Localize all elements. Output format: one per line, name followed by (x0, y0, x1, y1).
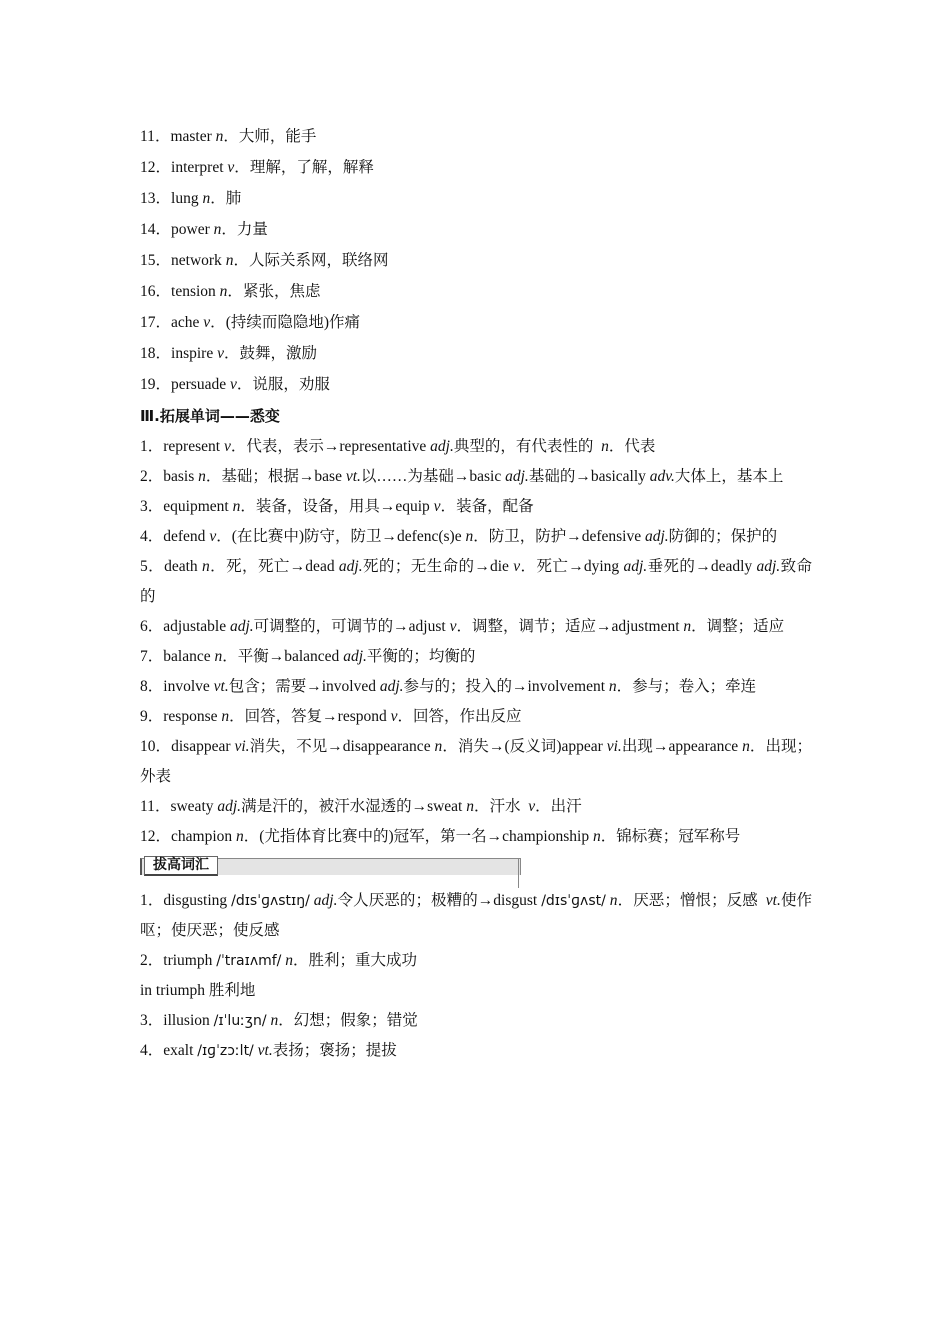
banner-label: 拔高词汇 (144, 856, 218, 876)
core-word-item: 13．lung n．肺 (140, 190, 242, 207)
core-word-item: 16．tension n．紧张，焦虑 (140, 283, 321, 300)
ext-item-9: 9．response n．回答，答复→respond v．回答，作出反应 (140, 708, 522, 725)
ext-item-1: 1．represent v．代表，表示→representative adj.典型的，有代表性的 n．代表 (140, 438, 656, 455)
adv-item-1: 1．disgusting /dɪsˈɡʌstɪŋ/ adj.令人厌恶的；极糟的→disgust /dɪsˈɡʌst/ n．厌恶；憎恨；反感 vt.使作呕；使厌恶；使反感 (140, 892, 813, 939)
adv-item-3: 3．illusion /ɪˈluːʒn/ n．幻想；假象；错觉 (140, 1012, 418, 1029)
core-word-item: 18．inspire v．鼓舞，激励 (140, 345, 317, 362)
ext-item-10: 10．disappear vi.消失，不见→disappearance n．消失→(反义词)appear vi.出现→appearance n．出现；外表 (140, 738, 813, 785)
banner-divider (518, 858, 519, 888)
ext-item-8: 8．involve vt.包含；需要→involved adj.参与的；投入的→involvement n．参与；卷入；牵连 (140, 678, 757, 695)
ext-item-3: 3．equipment n．装备，设备，用具→equip v．装备，配备 (140, 498, 534, 515)
ext-item-6: 6．adjustable adj.可调整的，可调节的→adjust v．调整，调节；适应→adjustment n．调整；适应 (140, 618, 785, 635)
ext-item-11: 11．sweaty adj.满是汗的，被汗水湿透的→sweat n．汗水 v．出汗 (140, 798, 582, 815)
core-word-item: 12．interpret v．理解，了解，解释 (140, 159, 374, 176)
adv-item-2: 2．triumph /ˈtraɪʌmf/ n．胜利；重大成功 (140, 952, 418, 969)
vocab-column (140, 122, 812, 1066)
ext-item-5: 5．death n．死，死亡→dead adj.死的；无生命的→die v．死亡→dying adj.垂死的→deadly adj.致命的 (140, 558, 813, 605)
core-word-item: 19．persuade v．说服，劝服 (140, 376, 330, 393)
advanced-vocab-banner (140, 856, 812, 886)
ext-item-2: 2．basis n．基础；根据→base vt.以……为基础→basic adj.基础的→basically adv.大体上，基本上 (140, 468, 784, 485)
core-word-item: 15．network n．人际关系网，联络网 (140, 252, 389, 269)
ext-item-7: 7．balance n．平衡→balanced adj.平衡的；均衡的 (140, 648, 476, 665)
adv-item-4: 4．exalt /ɪɡˈzɔːlt/ vt.表扬；褒扬；提拔 (140, 1042, 397, 1059)
core-word-item: 17．ache v．(持续而隐隐地)作痛 (140, 314, 361, 331)
core-word-list (140, 122, 812, 401)
core-word-item: 14．power n．力量 (140, 221, 268, 238)
adv-item-2-phrase: in triumph 胜利地 (140, 982, 256, 999)
ext-item-12: 12．champion n．(尤指体育比赛中的)冠军，第一名→championship n．锦标赛；冠军称号 (140, 828, 741, 845)
section-3-title: Ⅲ.拓展单词——悉变 (140, 407, 280, 425)
core-word-item: 11．master n．大师，能手 (140, 128, 317, 145)
ext-item-4: 4．defend v．(在比赛中)防守，防卫→defenc(s)e n．防卫，防护→defensive adj.防御的；保护的 (140, 528, 778, 545)
